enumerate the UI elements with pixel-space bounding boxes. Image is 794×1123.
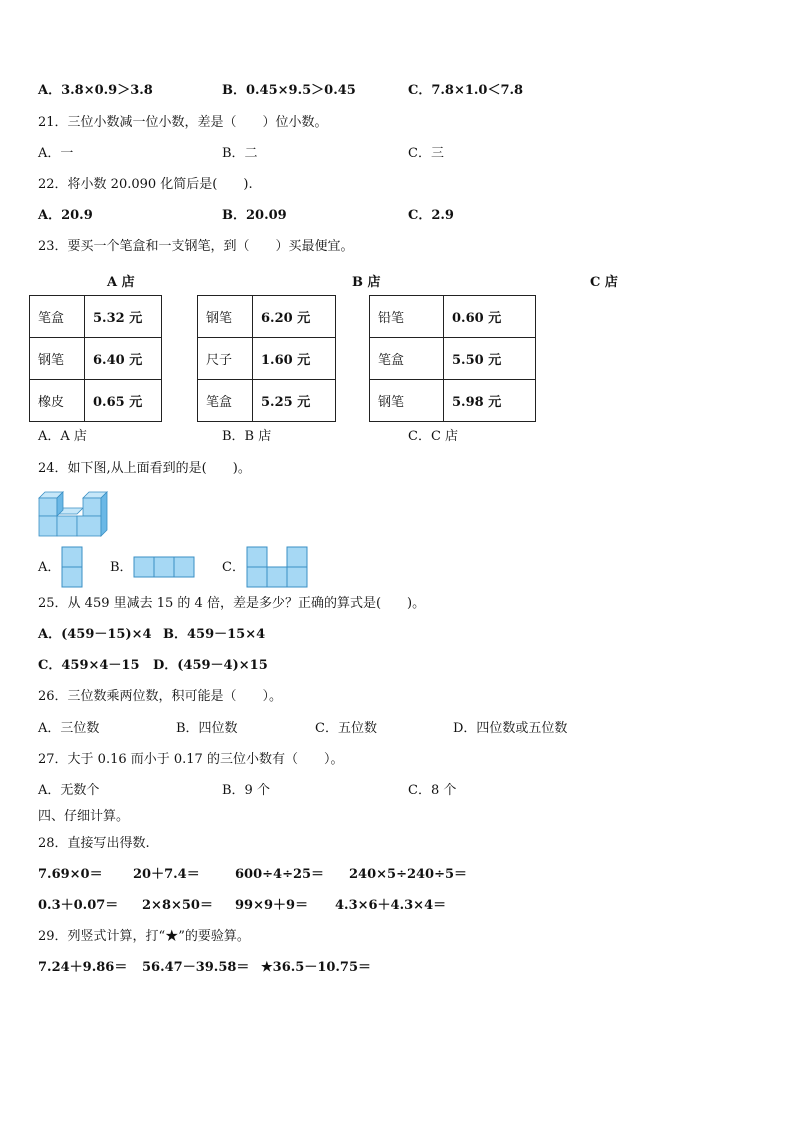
- table-row: [198, 296, 336, 338]
- item-price: 5.32 元: [85, 296, 162, 338]
- q21-option-c: C．三: [408, 146, 444, 161]
- table-row: [30, 338, 162, 380]
- q27-option-c: C．8 个: [408, 783, 457, 798]
- calc-item: 2×8×50＝: [142, 898, 213, 913]
- q22-option-c: C．2.9: [408, 208, 454, 223]
- item-price: 5.98 元: [444, 380, 536, 422]
- q25-stem: 25．从 459 里减去 15 的 4 倍，差是多少？正确的算式是( )。: [38, 596, 426, 611]
- q24-stem: 24．如下图,从上面看到的是( )。: [38, 461, 251, 476]
- item-price: 6.20 元: [253, 296, 336, 338]
- q28-stem: 28．直接写出得数.: [38, 836, 150, 851]
- q22-option-b: B．20.09: [222, 208, 287, 223]
- q20-option-c: C．7.8×1.0＜7.8: [408, 83, 524, 98]
- item-name: 笔盒: [30, 296, 85, 338]
- section-heading: 四、仔细计算。: [38, 809, 130, 824]
- q24-option-a-view: [61, 546, 83, 588]
- calc-item: 600÷4÷25＝: [235, 867, 325, 882]
- q24-option-c-label: C．: [222, 560, 245, 575]
- item-price: 6.40 元: [85, 338, 162, 380]
- item-name: 钢笔: [198, 296, 253, 338]
- calc-item: 0.3＋0.07＝: [38, 898, 119, 913]
- table-row: [30, 380, 162, 422]
- item-name: 铅笔: [370, 296, 444, 338]
- q25-option-c: C．459×4－15: [38, 658, 140, 673]
- q22-option-a: A．20.9: [38, 208, 93, 223]
- item-price: 5.25 元: [253, 380, 336, 422]
- vertical-calc-item: 7.24＋9.86＝: [38, 960, 128, 975]
- q21-option-b: B．二: [222, 146, 258, 161]
- q26-option-b: B．四位数: [176, 721, 238, 736]
- store-a-label: A 店: [107, 275, 135, 290]
- table-row: [30, 296, 162, 338]
- q24-option-b-label: B．: [110, 560, 133, 575]
- q25-option-d: D．(459－4)×15: [153, 658, 268, 673]
- item-name: 笔盒: [198, 380, 253, 422]
- q24-option-a-label: A．: [38, 560, 61, 575]
- calc-item: 7.69×0＝: [38, 867, 103, 882]
- q27-stem: 27．大于 0.16 而小于 0.17 的三位小数有（ ）。: [38, 752, 344, 767]
- q29-stem: 29．列竖式计算，打“★”的要验算。: [38, 929, 250, 944]
- q22-stem: 22．将小数 20.090 化简后是( ).: [38, 177, 253, 192]
- item-name: 钢笔: [30, 338, 85, 380]
- calc-item: 20＋7.4＝: [133, 867, 200, 882]
- table-row: [370, 296, 536, 338]
- q27-option-a: A．无数个: [38, 783, 100, 798]
- store-b-label: B 店: [352, 275, 381, 290]
- item-price: 0.60 元: [444, 296, 536, 338]
- q23-stem: 23．要买一个笔盒和一支钢笔，到（ ）买最便宜。: [38, 239, 354, 254]
- q23-option-a: A．A 店: [38, 429, 87, 444]
- item-price: 5.50 元: [444, 338, 536, 380]
- item-name: 尺子: [198, 338, 253, 380]
- q21-option-a: A．一: [38, 146, 74, 161]
- q26-option-d: D．四位数或五位数: [453, 721, 568, 736]
- q25-option-a: A．(459－15)×4: [38, 627, 152, 642]
- q26-option-c: C．五位数: [315, 721, 377, 736]
- q24-option-b-view: [133, 556, 195, 578]
- q25-option-b: B．459－15×4: [163, 627, 266, 642]
- store-c-price-table: [369, 295, 536, 422]
- item-name: 笔盒: [370, 338, 444, 380]
- q23-option-b: B．B 店: [222, 429, 272, 444]
- store-c-label: C 店: [590, 275, 618, 290]
- q24-option-c-view: [246, 546, 308, 588]
- store-b-price-table: [197, 295, 336, 422]
- calc-item: 240×5÷240÷5＝: [349, 867, 468, 882]
- q20-option-b: B．0.45×9.5＞0.45: [222, 83, 356, 98]
- vertical-calc-item: 56.47－39.58＝: [142, 960, 250, 975]
- table-row: [198, 338, 336, 380]
- table-row: [198, 380, 336, 422]
- calc-item: 99×9＋9＝: [235, 898, 309, 913]
- q26-stem: 26．三位数乘两位数，积可能是（ ）。: [38, 689, 283, 704]
- q20-option-a: A．3.8×0.9＞3.8: [38, 83, 153, 98]
- q27-option-b: B．9 个: [222, 783, 270, 798]
- q26-option-a: A．三位数: [38, 721, 100, 736]
- item-price: 1.60 元: [253, 338, 336, 380]
- table-row: [370, 380, 536, 422]
- calc-item: 4.3×6＋4.3×4＝: [335, 898, 447, 913]
- item-price: 0.65 元: [85, 380, 162, 422]
- item-name: 钢笔: [370, 380, 444, 422]
- q21-stem: 21．三位小数减一位小数，差是（ ）位小数。: [38, 115, 328, 130]
- q23-option-c: C．C 店: [408, 429, 459, 444]
- vertical-calc-item: ★36.5－10.75＝: [261, 960, 372, 975]
- item-name: 橡皮: [30, 380, 85, 422]
- table-row: [370, 338, 536, 380]
- cube-figure: [37, 490, 109, 540]
- store-a-price-table: [29, 295, 162, 422]
